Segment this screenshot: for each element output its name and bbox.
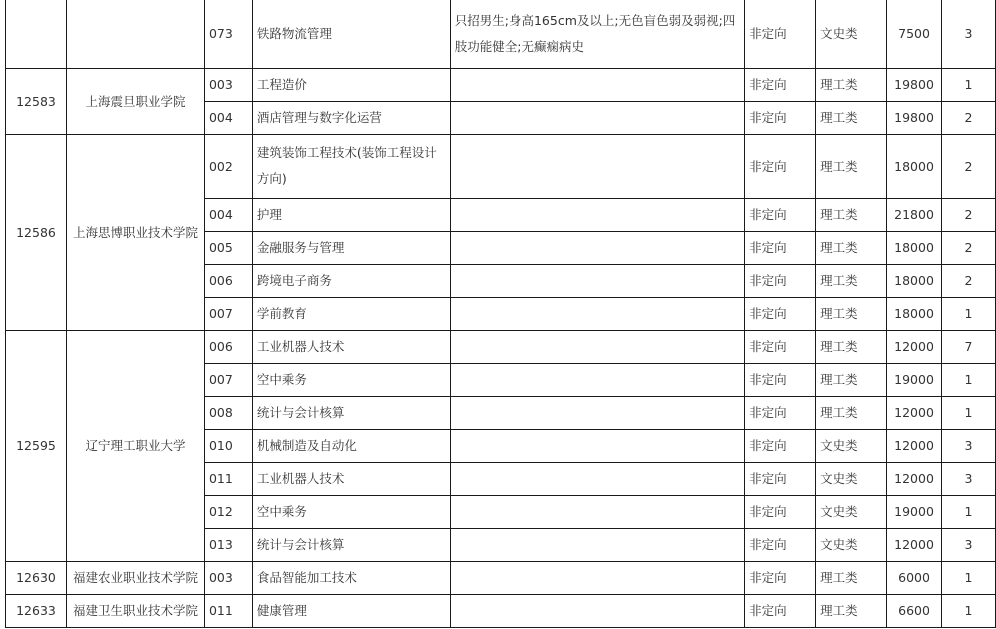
fee-cell: 6600 (887, 594, 942, 627)
fee-cell: 6000 (887, 561, 942, 594)
note-cell (450, 297, 744, 330)
direction-cell: 非定向 (745, 134, 816, 198)
count-cell: 1 (942, 495, 996, 528)
category-cell: 文史类 (816, 528, 887, 561)
count-cell: 2 (942, 101, 996, 134)
major-name-cell: 统计与会计核算 (252, 528, 450, 561)
category-cell: 理工类 (816, 231, 887, 264)
major-code-cell: 003 (204, 561, 252, 594)
school-name-cell: 上海震旦职业学院 (66, 68, 204, 134)
major-name-cell: 学前教育 (252, 297, 450, 330)
major-name-cell: 建筑装饰工程技术(装饰工程设计方向) (252, 134, 450, 198)
fee-cell: 7500 (887, 0, 942, 68)
count-cell: 2 (942, 264, 996, 297)
direction-cell: 非定向 (745, 594, 816, 627)
note-cell (450, 561, 744, 594)
school-name-cell: 辽宁理工职业大学 (66, 330, 204, 561)
direction-cell: 非定向 (745, 0, 816, 68)
major-code-cell: 006 (204, 264, 252, 297)
major-code-cell: 005 (204, 231, 252, 264)
major-name-cell: 空中乘务 (252, 363, 450, 396)
category-cell: 理工类 (816, 68, 887, 101)
major-name-cell: 工程造价 (252, 68, 450, 101)
major-code-cell: 007 (204, 297, 252, 330)
category-cell: 文史类 (816, 0, 887, 68)
major-code-cell: 007 (204, 363, 252, 396)
major-code-cell: 008 (204, 396, 252, 429)
count-cell: 3 (942, 0, 996, 68)
category-cell: 理工类 (816, 198, 887, 231)
count-cell: 1 (942, 363, 996, 396)
school-code-cell (6, 0, 67, 68)
school-code-cell: 12633 (6, 594, 67, 627)
note-cell (450, 396, 744, 429)
school-name-cell: 上海思博职业技术学院 (66, 134, 204, 330)
category-cell: 理工类 (816, 363, 887, 396)
note-cell (450, 594, 744, 627)
table-row (6, 134, 996, 198)
table-row (6, 0, 996, 68)
fee-cell: 12000 (887, 528, 942, 561)
category-cell: 文史类 (816, 429, 887, 462)
school-code-cell: 12586 (6, 134, 67, 330)
category-cell: 理工类 (816, 330, 887, 363)
direction-cell: 非定向 (745, 561, 816, 594)
category-cell: 文史类 (816, 462, 887, 495)
table-row (6, 561, 996, 594)
major-name-cell: 机械制造及自动化 (252, 429, 450, 462)
major-code-cell: 002 (204, 134, 252, 198)
school-name-cell: 福建卫生职业技术学院 (66, 594, 204, 627)
count-cell: 1 (942, 297, 996, 330)
fee-cell: 12000 (887, 330, 942, 363)
note-cell (450, 264, 744, 297)
count-cell: 1 (942, 594, 996, 627)
note-cell (450, 231, 744, 264)
fee-cell: 19800 (887, 68, 942, 101)
major-name-cell: 健康管理 (252, 594, 450, 627)
note-cell (450, 429, 744, 462)
fee-cell: 18000 (887, 134, 942, 198)
note-cell (450, 462, 744, 495)
major-name-cell: 统计与会计核算 (252, 396, 450, 429)
major-name-cell: 食品智能加工技术 (252, 561, 450, 594)
direction-cell: 非定向 (745, 231, 816, 264)
count-cell: 7 (942, 330, 996, 363)
count-cell: 2 (942, 231, 996, 264)
count-cell: 3 (942, 462, 996, 495)
count-cell: 1 (942, 396, 996, 429)
major-code-cell: 006 (204, 330, 252, 363)
direction-cell: 非定向 (745, 429, 816, 462)
category-cell: 文史类 (816, 495, 887, 528)
direction-cell: 非定向 (745, 363, 816, 396)
direction-cell: 非定向 (745, 495, 816, 528)
direction-cell: 非定向 (745, 396, 816, 429)
major-name-cell: 酒店管理与数字化运营 (252, 101, 450, 134)
fee-cell: 19000 (887, 363, 942, 396)
count-cell: 1 (942, 68, 996, 101)
count-cell: 3 (942, 528, 996, 561)
direction-cell: 非定向 (745, 198, 816, 231)
fee-cell: 18000 (887, 297, 942, 330)
note-cell (450, 198, 744, 231)
count-cell: 2 (942, 198, 996, 231)
enrollment-table (5, 0, 996, 628)
major-name-cell: 工业机器人技术 (252, 330, 450, 363)
major-name-cell: 空中乘务 (252, 495, 450, 528)
category-cell: 理工类 (816, 561, 887, 594)
category-cell: 理工类 (816, 134, 887, 198)
major-code-cell: 004 (204, 198, 252, 231)
major-code-cell: 011 (204, 462, 252, 495)
category-cell: 理工类 (816, 594, 887, 627)
school-code-cell: 12630 (6, 561, 67, 594)
major-code-cell: 010 (204, 429, 252, 462)
fee-cell: 18000 (887, 231, 942, 264)
major-name-cell: 护理 (252, 198, 450, 231)
direction-cell: 非定向 (745, 462, 816, 495)
major-name-cell: 铁路物流管理 (252, 0, 450, 68)
note-cell (450, 363, 744, 396)
count-cell: 3 (942, 429, 996, 462)
category-cell: 理工类 (816, 101, 887, 134)
school-name-cell: 福建农业职业技术学院 (66, 561, 204, 594)
fee-cell: 21800 (887, 198, 942, 231)
note-cell (450, 68, 744, 101)
direction-cell: 非定向 (745, 297, 816, 330)
school-code-cell: 12595 (6, 330, 67, 561)
fee-cell: 19800 (887, 101, 942, 134)
count-cell: 2 (942, 134, 996, 198)
note-cell (450, 495, 744, 528)
major-name-cell: 金融服务与管理 (252, 231, 450, 264)
table-row (6, 68, 996, 101)
major-name-cell: 跨境电子商务 (252, 264, 450, 297)
direction-cell: 非定向 (745, 330, 816, 363)
major-code-cell: 073 (204, 0, 252, 68)
fee-cell: 18000 (887, 264, 942, 297)
major-code-cell: 013 (204, 528, 252, 561)
table-row (6, 330, 996, 363)
fee-cell: 12000 (887, 396, 942, 429)
major-name-cell: 工业机器人技术 (252, 462, 450, 495)
school-code-cell: 12583 (6, 68, 67, 134)
note-cell: 只招男生;身高165cm及以上;无色盲色弱及弱视;四肢功能健全;无癫痫病史 (450, 0, 744, 68)
fee-cell: 12000 (887, 429, 942, 462)
major-code-cell: 004 (204, 101, 252, 134)
table-row (6, 594, 996, 627)
fee-cell: 12000 (887, 462, 942, 495)
major-code-cell: 011 (204, 594, 252, 627)
note-cell (450, 134, 744, 198)
fee-cell: 19000 (887, 495, 942, 528)
count-cell: 1 (942, 561, 996, 594)
direction-cell: 非定向 (745, 68, 816, 101)
major-code-cell: 012 (204, 495, 252, 528)
note-cell (450, 330, 744, 363)
direction-cell: 非定向 (745, 528, 816, 561)
category-cell: 理工类 (816, 264, 887, 297)
direction-cell: 非定向 (745, 101, 816, 134)
category-cell: 理工类 (816, 396, 887, 429)
major-code-cell: 003 (204, 68, 252, 101)
category-cell: 理工类 (816, 297, 887, 330)
note-cell (450, 528, 744, 561)
note-cell (450, 101, 744, 134)
school-name-cell (66, 0, 204, 68)
direction-cell: 非定向 (745, 264, 816, 297)
